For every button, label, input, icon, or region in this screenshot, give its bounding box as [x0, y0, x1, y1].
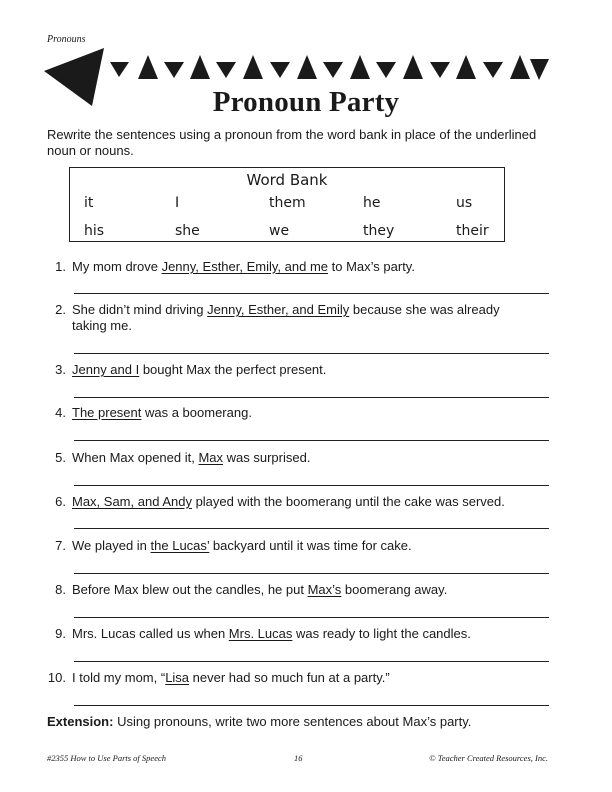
answer-line[interactable]: [74, 617, 549, 618]
question-text: My mom drove Jenny, Esther, Emily, and me to Max’s party.: [72, 259, 415, 274]
answer-line[interactable]: [74, 573, 549, 574]
footer-page-number: 16: [294, 753, 303, 763]
question-number: 2.: [55, 302, 66, 317]
underlined-noun: Max’s: [307, 582, 342, 597]
answer-line[interactable]: [74, 705, 549, 706]
underlined-noun: Max: [198, 450, 224, 465]
question-number: 3.: [55, 362, 66, 377]
question-text: Max, Sam, and Andy played with the boomerang until the cake was served.: [72, 494, 505, 509]
extension-text: Using pronouns, write two more sentences about Max’s party.: [113, 714, 472, 729]
word-bank-title: Word Bank: [246, 171, 328, 189]
word-bank-word: it: [84, 195, 94, 211]
question-text: We played in the Lucas’ backyard until it was time for cake.: [72, 538, 412, 553]
word-bank-word: their: [456, 223, 489, 239]
word-bank-word: them: [269, 195, 306, 211]
underlined-noun: Mrs. Lucas: [228, 626, 293, 641]
footer-book-title: #2355 How to Use Parts of Speech: [47, 753, 166, 763]
instructions: Rewrite the sentences using a pronoun from the word bank in place of the underlined noun or nouns.: [47, 127, 537, 158]
question-number: 10.: [47, 670, 66, 685]
word-bank-word: he: [363, 195, 381, 211]
question-text: I told my mom, “Lisa never had so much fun at a party.”: [72, 670, 390, 685]
underlined-noun: Jenny and I: [72, 362, 140, 377]
question-text: The present was a boomerang.: [72, 405, 252, 420]
question-text: Mrs. Lucas called us when Mrs. Lucas was ready to light the candles.: [72, 626, 471, 641]
answer-line[interactable]: [74, 485, 549, 486]
answer-line[interactable]: [74, 528, 549, 529]
underlined-noun: Jenny, Esther, and Emily: [207, 302, 350, 317]
question-text: Before Max blew out the candles, he put Max’s boomerang away.: [72, 582, 448, 597]
extension-label: Extension:: [47, 714, 114, 729]
underlined-noun: the Lucas’: [150, 538, 210, 553]
word-bank-word: she: [175, 223, 200, 239]
underlined-noun: The present: [72, 405, 142, 420]
underlined-noun: Max, Sam, and Andy: [72, 494, 192, 509]
word-bank-word: his: [84, 223, 105, 239]
question-number: 8.: [55, 582, 66, 597]
word-bank-word: they: [363, 223, 395, 239]
word-bank: [69, 167, 505, 242]
word-bank-word: us: [456, 195, 473, 211]
question-number: 6.: [55, 494, 66, 509]
underlined-noun: Jenny, Esther, Emily, and me: [161, 259, 329, 274]
question-number: 1.: [55, 259, 66, 274]
answer-line[interactable]: [74, 397, 549, 398]
answer-line[interactable]: [74, 293, 549, 294]
word-bank-word: we: [269, 223, 290, 239]
footer-copyright: © Teacher Created Resources, Inc.: [429, 753, 548, 763]
answer-line[interactable]: [74, 440, 549, 441]
underlined-noun: Lisa: [165, 670, 190, 685]
question-number: 9.: [55, 626, 66, 641]
section-label: Pronouns: [47, 34, 86, 45]
question-text: She didn’t mind driving Jenny, Esther, and Emily because she was already taking me.: [72, 302, 500, 333]
answer-line[interactable]: [74, 661, 549, 662]
answer-line[interactable]: [74, 353, 549, 354]
extension-prompt: [47, 714, 471, 729]
question-text: Jenny and I bought Max the perfect present.: [72, 362, 327, 377]
question-number: 5.: [55, 450, 66, 465]
word-bank-word: I: [175, 195, 180, 211]
small-triangles-row: [110, 55, 549, 80]
question-number: 4.: [55, 405, 66, 420]
question-number: 7.: [55, 538, 66, 553]
page-title: Pronoun Party: [212, 86, 400, 118]
question-text: When Max opened it, Max was surprised.: [72, 450, 311, 465]
